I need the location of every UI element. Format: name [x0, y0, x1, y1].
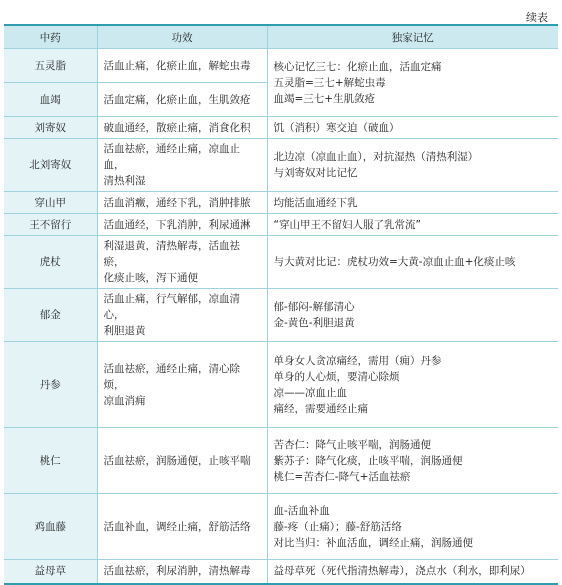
herb-name: 刘寄奴 — [4, 117, 97, 139]
effect-line: 活血补血，调经止痛，舒筋活络 — [103, 520, 251, 533]
herb-memory — [267, 49, 558, 117]
memory-line: 核心记忆三七：化瘀止血，活血定痛 — [273, 60, 442, 73]
effect-line: 活血祛瘀，通经止痛，清心除烦， — [103, 362, 240, 391]
table-row — [4, 192, 558, 214]
effect-line: 清热利湿 — [103, 175, 146, 187]
memory-line: 郁-郁闷-解郁清心 — [273, 301, 355, 313]
herb-effect — [97, 236, 267, 289]
herb-name: 北刘寄奴 — [4, 139, 97, 192]
herb-effect — [97, 289, 267, 342]
herb-effect — [97, 192, 267, 214]
effect-line: 活血祛瘀，利尿消肿，清热解毒 — [103, 565, 251, 578]
memory-line: 单身女人贪凉痛经，需用（痈）丹参 — [273, 354, 442, 367]
memory-line: 血竭=三七+生肌敛疮 — [273, 92, 376, 105]
effect-line: 活血止痛，行气解郁，凉血清心， — [103, 293, 240, 321]
memory-line: 均能活血通经下乳 — [273, 196, 358, 209]
table-row — [4, 214, 558, 236]
herb-name: 丹参 — [4, 342, 97, 428]
effect-line: 利湿退黄，清热解毒，活血祛瘀， — [103, 240, 240, 268]
herb-memory — [267, 236, 558, 289]
herb-memory — [267, 214, 558, 236]
table-row — [4, 117, 558, 139]
effect-line: 活血止痛，化瘀止血，解蛇虫毒 — [103, 59, 251, 72]
herb-memory — [267, 192, 558, 214]
herb-memory — [267, 342, 558, 428]
herb-name: 血竭 — [4, 83, 97, 117]
herb-name: 穿山甲 — [4, 192, 97, 214]
herb-memory — [267, 494, 558, 560]
memory-line: 饥（消积）寒交迫（破血） — [273, 121, 400, 134]
table-row — [4, 49, 558, 83]
header-name: 中药 — [4, 25, 97, 49]
herb-table — [4, 24, 558, 585]
herb-memory — [267, 139, 558, 192]
memory-line: 血-活血补血 — [273, 504, 330, 517]
herb-effect — [97, 117, 267, 139]
table-row — [4, 494, 558, 560]
herb-name: 王不留行 — [4, 214, 97, 236]
effect-line: 活血祛瘀，通经止痛，凉血止血， — [103, 143, 240, 171]
herb-name: 五灵脂 — [4, 49, 97, 83]
herb-name: 桃仁 — [4, 428, 97, 494]
herb-name: 益母草 — [4, 560, 97, 584]
effect-line: 活血定痛，化瘀止血，生肌敛疮 — [103, 93, 251, 106]
header-memory: 独家记忆 — [267, 25, 558, 49]
memory-line: “穿山甲王不留妇人服了乳常流” — [273, 218, 421, 231]
memory-line: 单身的人心烦，要清心除烦 — [273, 370, 400, 383]
effect-line: 活血通经，下乳消肿，利尿通淋 — [103, 218, 251, 231]
table-row — [4, 560, 558, 584]
effect-line: 利胆退黄 — [103, 325, 146, 337]
memory-line: 桃仁=苦杏仁-降气+活血祛瘀 — [273, 470, 411, 483]
herb-effect — [97, 560, 267, 584]
table-row — [4, 428, 558, 494]
memory-line: 与大黄对比记：虎杖功效=大黄-凉血止血+化痰止咳 — [273, 256, 516, 268]
memory-line: 苦杏仁：降气止咳平喘，润肠通便 — [273, 438, 431, 451]
table-row — [4, 236, 558, 289]
herb-name: 郁金 — [4, 289, 97, 342]
herb-name: 虎杖 — [4, 236, 97, 289]
herb-memory — [267, 428, 558, 494]
header-row — [4, 25, 558, 49]
memory-line: 益母草死（死代指清热解毒），浇点水（利水，即利尿） — [273, 565, 531, 578]
herb-effect — [97, 342, 267, 428]
herb-effect — [97, 214, 267, 236]
herb-memory — [267, 560, 558, 584]
effect-line: 活血祛瘀，润肠通便，止咳平喘 — [103, 454, 251, 467]
herb-effect — [97, 83, 267, 117]
herb-memory — [267, 117, 558, 139]
memory-line: 痛经，需要通经止痛 — [273, 402, 368, 415]
table-row — [4, 289, 558, 342]
herb-effect — [97, 494, 267, 560]
header-effect: 功效 — [97, 25, 267, 49]
herb-effect — [97, 139, 267, 192]
memory-line: 藤-疼（止痛）；藤-舒筋活络 — [273, 520, 402, 533]
herb-effect — [97, 49, 267, 83]
memory-line: 与刘寄奴对比记忆 — [273, 167, 358, 179]
memory-line: 凉——凉血止血 — [273, 386, 347, 399]
herb-memory — [267, 289, 558, 342]
herb-effect — [97, 428, 267, 494]
memory-line: 紫苏子：降气化痰，止咳平喘，润肠通便 — [273, 454, 463, 467]
memory-line: 对比当归：补血活血，调经止痛，润肠通便 — [273, 536, 473, 549]
effect-line: 活血消癥，通经下乳，消肿排脓 — [103, 196, 251, 209]
effect-line: 化痰止咳，泻下通便 — [103, 272, 198, 284]
effect-line: 凉血消痈 — [103, 394, 146, 407]
herb-name: 鸡血藤 — [4, 494, 97, 560]
memory-line: 五灵脂=三七+解蛇虫毒 — [273, 76, 386, 89]
effect-line: 破血通经，散瘀止痛，消食化积 — [103, 121, 251, 134]
memory-line: 金-黄色-利胆退黄 — [273, 317, 355, 329]
memory-line: 北边凉（凉血止血），对抗湿热（清热利湿） — [273, 151, 479, 163]
table-row — [4, 342, 558, 428]
table-row — [4, 139, 558, 192]
continued-label: 续表 — [526, 11, 548, 24]
